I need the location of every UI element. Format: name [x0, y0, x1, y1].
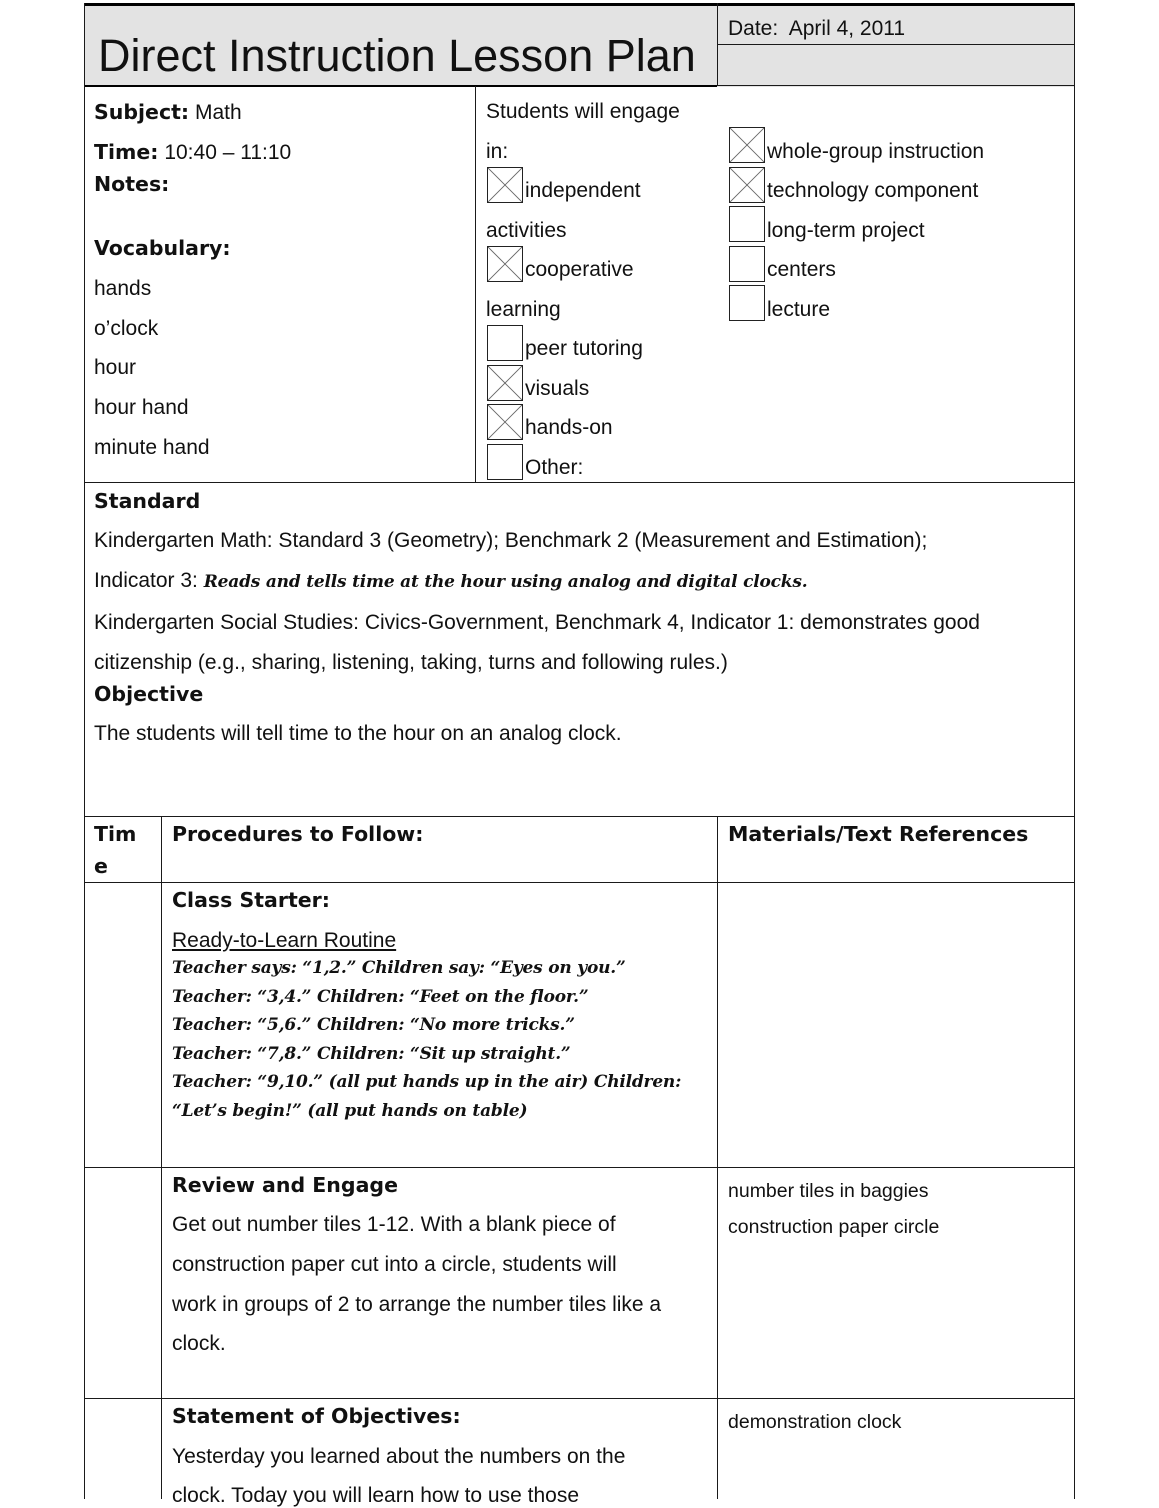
checkbox-technology[interactable]	[729, 167, 765, 203]
vocabulary-label: Vocabulary:	[94, 236, 231, 260]
statement-material: demonstration clock	[728, 1411, 902, 1433]
statement-heading: Statement of Objectives:	[172, 1404, 461, 1428]
checkbox-label-cont: activities	[486, 219, 567, 242]
vocab-item: hour	[94, 356, 137, 379]
checkbox-label: independent	[525, 179, 641, 202]
checkbox-visuals[interactable]	[487, 365, 523, 401]
objective-text: The students will tell time to the hour on an analog clock.	[94, 722, 622, 745]
standard-line: Kindergarten Social Studies: Civics-Government, Benchmark 4, Indicator 1: demonstrates good	[94, 611, 980, 634]
page-title: Direct Instruction Lesson Plan	[98, 30, 696, 81]
checkbox-label: hands-on	[525, 416, 613, 439]
class-starter-heading: Class Starter:	[172, 888, 330, 912]
vocab-item: o’clock	[94, 317, 159, 340]
checkbox-centers[interactable]	[729, 246, 765, 282]
routine-line: Teacher: “7,8.” Children: “Sit up straight.”	[172, 1044, 571, 1064]
review-material: number tiles in baggies	[728, 1180, 929, 1202]
routine-line: Teacher: “3,4.” Children: “Feet on the floor.”	[172, 987, 589, 1007]
checkbox-label: lecture	[767, 298, 831, 321]
time: Time: 10:40 – 11:10	[94, 140, 292, 164]
subject: Subject: Math	[94, 100, 242, 124]
engage-intro: Students will engage	[486, 100, 680, 123]
routine-line: Teacher: “5,6.” Children: “No more tricks.”	[172, 1015, 575, 1035]
standard-line: Kindergarten Math: Standard 3 (Geometry); Benchmark 2 (Measurement and Estimation);	[94, 529, 928, 552]
vocab-item: hands	[94, 277, 152, 300]
col-time-header: Tim	[94, 822, 137, 846]
statement-line: Yesterday you learned about the numbers on the	[172, 1445, 626, 1468]
statement-line: clock. Today you will learn how to use those	[172, 1484, 579, 1507]
vocab-item: minute hand	[94, 436, 210, 459]
checkbox-label: whole-group instruction	[767, 140, 985, 163]
checkbox-whole-group[interactable]	[729, 127, 765, 163]
checkbox-label: technology component	[767, 179, 979, 202]
notes-label: Notes:	[94, 172, 170, 196]
col-time-header-cont: e	[94, 854, 108, 878]
checkbox-peer-tutoring[interactable]	[487, 325, 523, 361]
vocab-item: hour hand	[94, 396, 189, 419]
review-line: construction paper cut into a circle, students will	[172, 1253, 617, 1276]
review-line: work in groups of 2 to arrange the number tiles like a	[172, 1293, 662, 1316]
objective-heading: Objective	[94, 682, 204, 706]
routine-title: Ready-to-Learn Routine	[172, 929, 397, 952]
checkbox-independent[interactable]	[487, 167, 523, 203]
review-line: clock.	[172, 1332, 226, 1355]
routine-line: Teacher says: “1,2.” Children say: “Eyes on you.”	[172, 958, 626, 978]
checkbox-label: visuals	[525, 377, 590, 400]
engage-intro-cont: in:	[486, 140, 509, 163]
routine-line: “Let’s begin!” (all put hands on table)	[172, 1101, 528, 1121]
checkmark-x-icon	[730, 128, 764, 162]
routine-line: Teacher: “9,10.” (all put hands up in the air) Children:	[172, 1072, 682, 1092]
checkmark-x-icon	[488, 247, 522, 281]
checkbox-label-cont: learning	[486, 298, 561, 321]
standard-line: Indicator 3: Reads and tells time at the hour using analog and digital clocks.	[94, 569, 808, 592]
checkbox-label: long-term project	[767, 219, 925, 242]
checkmark-x-icon	[488, 168, 522, 202]
review-heading: Review and Engage	[172, 1173, 398, 1197]
col-materials-header: Materials/Text References	[728, 822, 1029, 846]
checkmark-x-icon	[488, 405, 522, 439]
review-material: construction paper circle	[728, 1216, 940, 1238]
standard-heading: Standard	[94, 489, 201, 513]
checkbox-label: cooperative	[525, 258, 634, 281]
checkbox-hands-on[interactable]	[487, 404, 523, 440]
checkbox-label: Other:	[525, 456, 584, 479]
standard-indicator-script: Reads and tells time at the hour using analog and digital clocks.	[203, 572, 808, 592]
checkbox-lecture[interactable]	[729, 285, 765, 321]
checkbox-label: peer tutoring	[525, 337, 643, 360]
date-label: Date: April 4, 2011	[728, 17, 906, 40]
standard-line: citizenship (e.g., sharing, listening, taking, turns and following rules.)	[94, 651, 728, 674]
checkmark-x-icon	[730, 168, 764, 202]
review-line: Get out number tiles 1-12. With a blank piece of	[172, 1213, 616, 1236]
checkbox-other[interactable]	[487, 444, 523, 480]
date-value: April 4, 2011	[788, 17, 906, 40]
col-procedures-header: Procedures to Follow:	[172, 822, 424, 846]
checkbox-long-term-project[interactable]	[729, 206, 765, 242]
checkmark-x-icon	[488, 366, 522, 400]
checkbox-label: centers	[767, 258, 836, 281]
checkbox-cooperative[interactable]	[487, 246, 523, 282]
